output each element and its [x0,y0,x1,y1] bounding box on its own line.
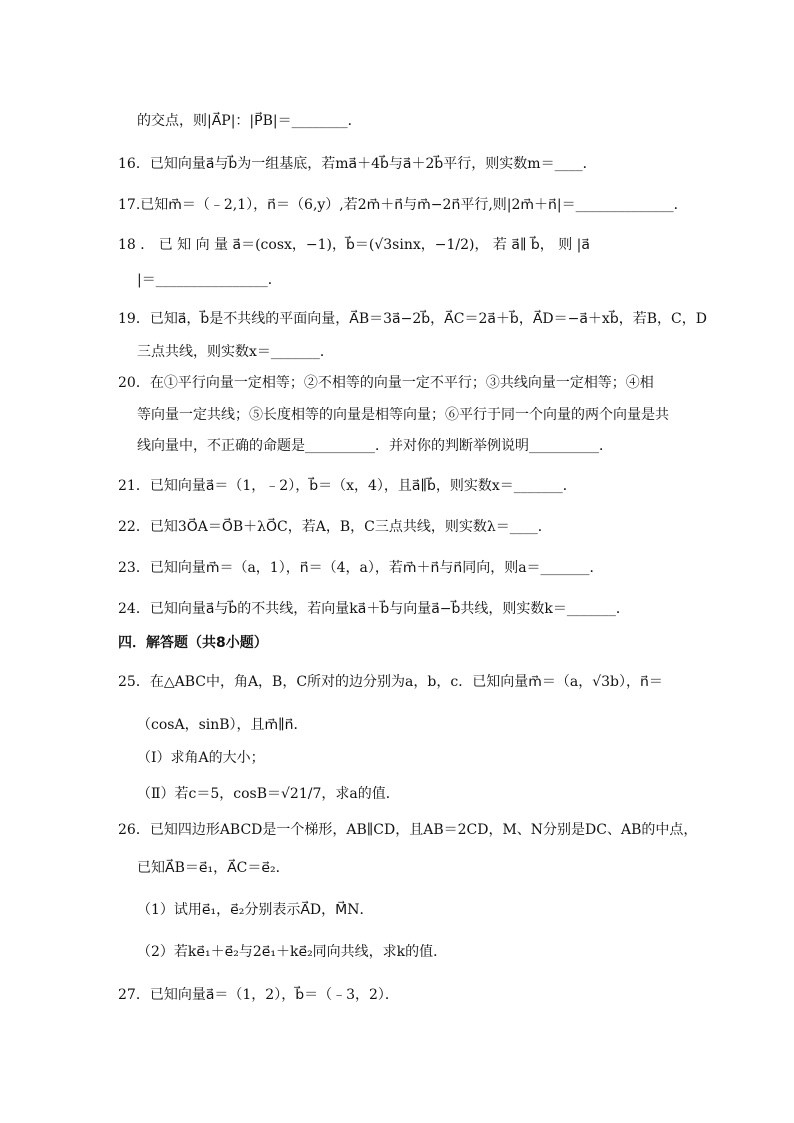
problem-20-line2: 等向量一定共线；⑤长度相等的向量是相等向量；⑥平行于同一个向量的两个向量是共 [137,407,669,423]
problem-18-line2: |＝________________． [137,272,282,288]
problem-25-line1: 25．在△ABC中，角A，B，C所对的边分别为a，b，c．已知向量m⃗＝（a，√3b），n⃗＝ [118,674,663,690]
problem-25-line2: （cosA，sinB），且m⃗∥n⃗． [137,717,308,733]
section-heading: 四．解答题（共8小题） [118,635,268,651]
problem-25-part1: （Ⅰ）求角A的大小； [137,750,265,766]
problem-25-part2: （Ⅱ）若c＝5，cosB＝√21/7，求a的值． [137,786,400,802]
problem-26-line1: 26．已知四边形ABCD是一个梯形，AB∥CD，且AB＝2CD，M、N分别是DC、AB的中点， [118,822,698,838]
problem-16: 16．已知向量a⃗与b⃗为一组基底，若ma⃗＋4b⃗与a⃗＋2b⃗平行，则实数m＝____． [118,156,597,172]
problem-17: 17.已知m⃗＝（﹣2,1），n⃗＝（6,y）,若2m⃗＋n⃗与m⃗−2n⃗平行,则|2m⃗＋n⃗|＝______________． [118,197,688,213]
problem-27: 27．已知向量a⃗＝（1，2），b⃗＝（﹣3，2）． [118,987,399,1003]
problem-26-line2: 已知A⃗B＝e⃗₁，A⃗C＝e⃗₂． [137,860,290,876]
problem-26-part1: （1）试用e⃗₁，e⃗₂分别表示A⃗D，M⃗N． [137,902,374,918]
problem-26-part2: （2）若ke⃗₁＋e⃗₂与2e⃗₁＋ke⃗₂同向共线，求k的值． [137,944,448,960]
problem-23: 23．已知向量m⃗＝（a，1），n⃗＝（4，a），若m⃗＋n⃗与n⃗同向，则a＝_______． [118,560,604,576]
problem-18-line1: 18 ． 已 知 向 量 a⃗＝(cosx，−1)，b⃗＝(√3sinx，−1/2)， 若 a⃗∥ b⃗， 则 |a⃗ [118,237,590,253]
problem-24: 24．已知向量a⃗与b⃗的不共线，若向量ka⃗＋b⃗与向量a⃗−b⃗共线，则实数k＝_______． [118,601,630,617]
problem-15-cont: 的交点，则|A⃗P|：|P⃗B|＝________． [137,113,362,129]
problem-19-line2: 三点共线，则实数x＝_______． [137,344,334,360]
problem-19-line1: 19．已知a⃗，b⃗是不共线的平面向量，A⃗B＝3a⃗−2b⃗，A⃗C＝2a⃗＋b⃗，A⃗D＝−a⃗＋xb⃗，若B，C，D [118,311,707,327]
problem-22: 22．已知3O⃗A＝O⃗B＋λO⃗C，若A，B，C三点共线，则实数λ＝____． [118,519,552,535]
problem-21: 21．已知向量a⃗＝（1，﹣2），b⃗＝（x，4），且a⃗∥b⃗，则实数x＝_______． [118,478,577,494]
problem-20-line3: 线向量中，不正确的命题是__________．并对你的判断举例说明__________． [137,438,613,454]
problem-20-line1: 20．在①平行向量一定相等；②不相等的向量一定不平行；③共线向量一定相等；④相 [118,375,654,391]
